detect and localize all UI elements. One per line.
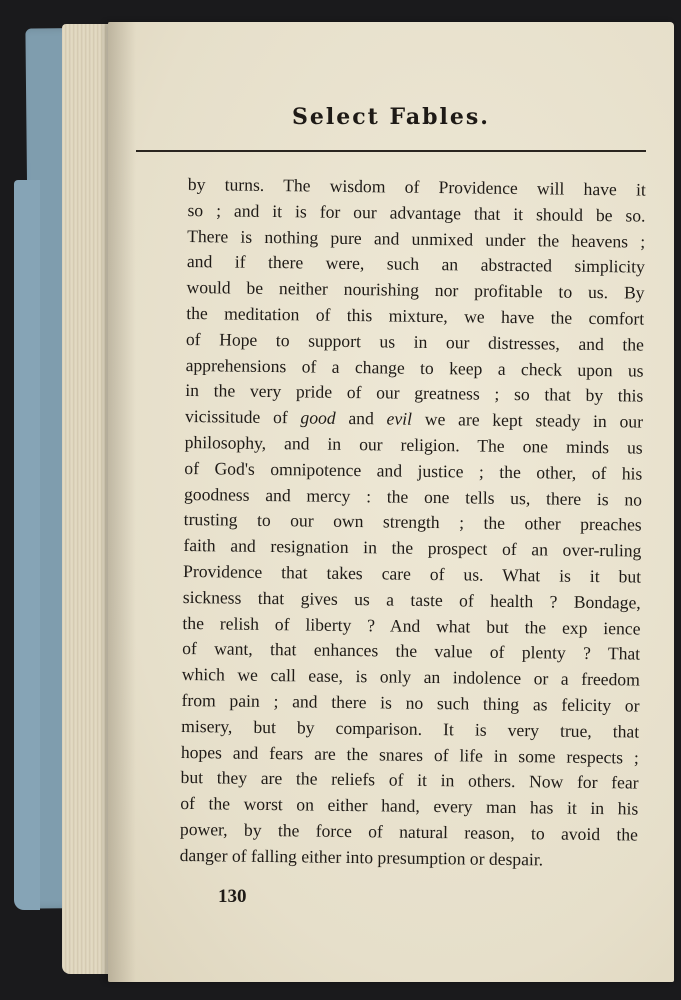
- text-line: so ; and it is for our advantage that it should be so.: [187, 199, 646, 226]
- text-line: in the very pride of our greatness ; so that by this: [185, 380, 644, 406]
- text-line: philosophy, and in our religion. The one minds us: [184, 431, 643, 458]
- gutter-shadow: [108, 22, 136, 982]
- text-line: of the worst on either hand, every man has it in his: [180, 793, 639, 819]
- italic-word: evil: [386, 408, 413, 429]
- text-line: sickness that gives us a taste of health ? Bondage,: [182, 586, 641, 613]
- body-text: [179, 172, 645, 874]
- text-line: There is nothing pure and unmixed under the heavens ;: [187, 225, 646, 252]
- text-line: trusting to our own strength ; the other preaches: [183, 509, 642, 535]
- text-line: danger of falling either into presumption or despair.: [179, 844, 544, 870]
- text-line: Providence that takes care of us. What is it but: [183, 560, 642, 587]
- text-line: by turns. The wisdom of Providence will have it: [187, 173, 646, 200]
- page-number: 130: [218, 886, 247, 907]
- text-line: but they are the reliefs of it in others. Now for fear: [180, 767, 639, 793]
- text-line: misery, but by comparison. It is very true, that: [181, 715, 640, 742]
- text-fragment: we are kept steady in our: [424, 409, 644, 432]
- text-line: the relish of liberty ? And what but the exp ience: [182, 612, 641, 639]
- text-line: would be neither nourishing nor profitable to us. By: [186, 277, 645, 303]
- text-line: which we call ease, is only an indolence or a freedom: [181, 664, 640, 690]
- book-cover-edge: [14, 180, 40, 910]
- text-line: apprehensions of a change to keep a check upon us: [185, 354, 644, 381]
- text-line: and if there were, such an abstracted simplicity: [186, 251, 645, 277]
- text-line: from pain ; and there is no such thing as felicity or: [181, 689, 640, 716]
- text-fragment: vicissitude of: [184, 406, 288, 428]
- text-line: the meditation of this mixture, we have the comfort: [186, 302, 645, 329]
- running-head: Select Fables.: [292, 104, 490, 130]
- text-line: goodness and mercy : the one tells us, there is no: [183, 483, 643, 510]
- text-line: of God's omnipotence and justice ; the other, of his: [184, 457, 643, 484]
- italic-word: good: [300, 407, 336, 428]
- text-line: hopes and fears are the snares of life in some respects ;: [180, 741, 640, 768]
- text-fragment: and: [348, 408, 374, 429]
- text-line: of Hope to support us in our distresses, and the: [185, 328, 645, 355]
- text-line: faith and resignation in the prospect of an over-ruling: [183, 535, 642, 561]
- text-line: of want, that enhances the value of plenty ? That: [182, 638, 641, 664]
- text-line: power, by the force of natural reason, to avoid the: [179, 818, 639, 845]
- header-rule: [136, 150, 646, 152]
- book-page: [108, 22, 674, 982]
